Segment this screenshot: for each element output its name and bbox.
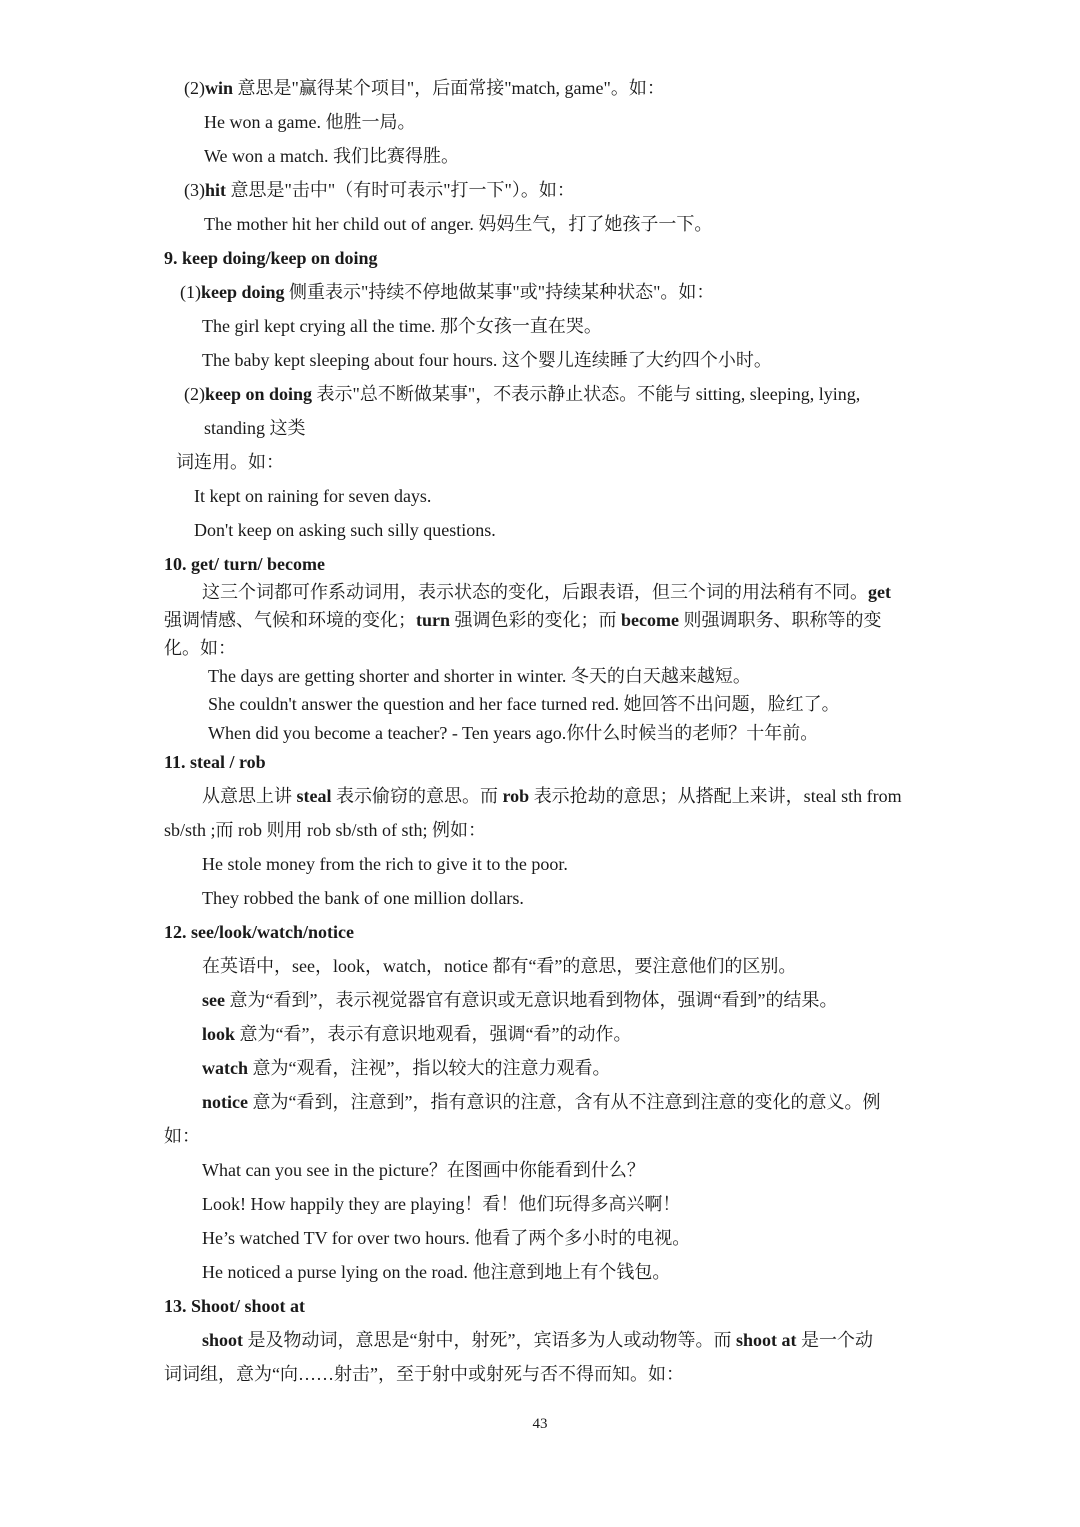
section-heading-11: 11. steal / rob	[164, 752, 266, 772]
section-heading-12: 12. see/look/watch/notice	[164, 922, 354, 942]
example-sentence: The mother hit her child out of anger. 妈妈生气，打了她孩子一下。	[204, 214, 713, 234]
example-sentence: He’s watched TV for over two hours. 他看了两个多小时的电视。	[202, 1228, 691, 1248]
keep-on-doing-definition: (2)keep on doing 表示"总不断做某事"，不表示静止状态。不能与 sitting, sleeping, lying,	[184, 384, 861, 404]
example-sentence: The girl kept crying all the time. 那个女孩一直在哭。	[202, 316, 602, 336]
definition-continuation: 如：	[164, 1126, 200, 1146]
example-sentence: He noticed a purse lying on the road. 他注意到地上有个钱包。	[202, 1262, 671, 1282]
term-watch: watch	[202, 1058, 248, 1078]
example-sentence: The baby kept sleeping about four hours. 这个婴儿连续睡了大约四个小时。	[202, 350, 772, 370]
paragraph-line: shoot 是及物动词，意思是“射中，射死”，宾语多为人或动物等。而 shoot at 是一个动	[202, 1330, 874, 1350]
win-definition: (2)win 意思是"赢得某个项目"，后面常接"match, game"。如：	[184, 78, 665, 98]
paragraph-line: 化。如：	[164, 638, 236, 658]
hit-definition: (3)hit 意思是"击中"（有时可表示"打一下"）。如：	[184, 180, 575, 200]
example-sentence: What can you see in the picture？在图画中你能看到什么？	[202, 1160, 645, 1180]
page-number: 43	[532, 1416, 548, 1432]
definition-continuation: standing 这类	[204, 418, 306, 438]
definition-continuation: 词连用。如：	[176, 452, 284, 472]
example-sentence: Don't keep on asking such silly questions.	[194, 520, 496, 540]
term-win: win	[205, 78, 234, 98]
example-sentence: Look! How happily they are playing！看！他们玩得多高兴啊！	[202, 1194, 681, 1214]
section-heading-10: 10. get/ turn/ become	[164, 554, 325, 574]
term-look: look	[202, 1024, 236, 1044]
section-heading-13: 13. Shoot/ shoot at	[164, 1296, 306, 1316]
watch-definition: watch 意为“观看，注视”，指以较大的注意力观看。	[202, 1058, 611, 1078]
example-sentence: We won a match. 我们比赛得胜。	[204, 146, 460, 166]
example-sentence: It kept on raining for seven days.	[194, 486, 432, 506]
paragraph-line: 在英语中，see，look，watch，notice 都有“看”的意思，要注意他们的区别。	[202, 956, 797, 976]
keep-doing-definition: (1)keep doing 侧重表示"持续不停地做某事"或"持续某种状态"。如：	[180, 282, 715, 302]
paragraph-line: 强调情感、气候和环境的变化；turn 强调色彩的变化；而 become 则强调职务、职称等的变	[164, 610, 882, 630]
term-hit: hit	[205, 180, 227, 200]
term-notice: notice	[202, 1092, 248, 1112]
term-keep-on-doing: keep on doing	[205, 384, 313, 404]
see-definition: see 意为“看到”，表示视觉器官有意识或无意识地看到物体，强调“看到”的结果。	[202, 990, 838, 1010]
example-sentence: They robbed the bank of one million dollars.	[202, 888, 524, 908]
notice-definition: notice 意为“看到，注意到”，指有意识的注意，含有从不注意到注意的变化的意义。例	[202, 1092, 881, 1112]
paragraph-line: 从意思上讲 steal 表示偷窃的意思。而 rob 表示抢劫的意思；从搭配上来讲，steal sth from	[202, 786, 902, 806]
paragraph-line: 词词组，意为“向……射击”，至于射中或射死与否不得而知。如：	[164, 1364, 684, 1384]
example-sentence: When did you become a teacher? - Ten years ago.你什么时候当的老师？十年前。	[208, 723, 819, 743]
term-see: see	[202, 990, 225, 1010]
term-keep-doing: keep doing	[201, 282, 285, 302]
example-sentence: He won a game. 他胜一局。	[204, 112, 416, 132]
example-sentence: He stole money from the rich to give it to the poor.	[202, 854, 568, 874]
example-sentence: She couldn't answer the question and her face turned red. 她回答不出问题，脸红了。	[208, 694, 840, 714]
section-heading-9: 9. keep doing/keep on doing	[164, 248, 378, 268]
paragraph-line: 这三个词都可作系动词用，表示状态的变化，后跟表语，但三个词的用法稍有不同。get	[202, 582, 891, 602]
look-definition: look 意为“看”，表示有意识地观看，强调“看”的动作。	[202, 1024, 632, 1044]
example-sentence: The days are getting shorter and shorter in winter. 冬天的白天越来越短。	[208, 666, 751, 686]
paragraph-line: sb/sth ;而 rob 则用 rob sb/sth of sth; 例如：	[164, 820, 487, 840]
